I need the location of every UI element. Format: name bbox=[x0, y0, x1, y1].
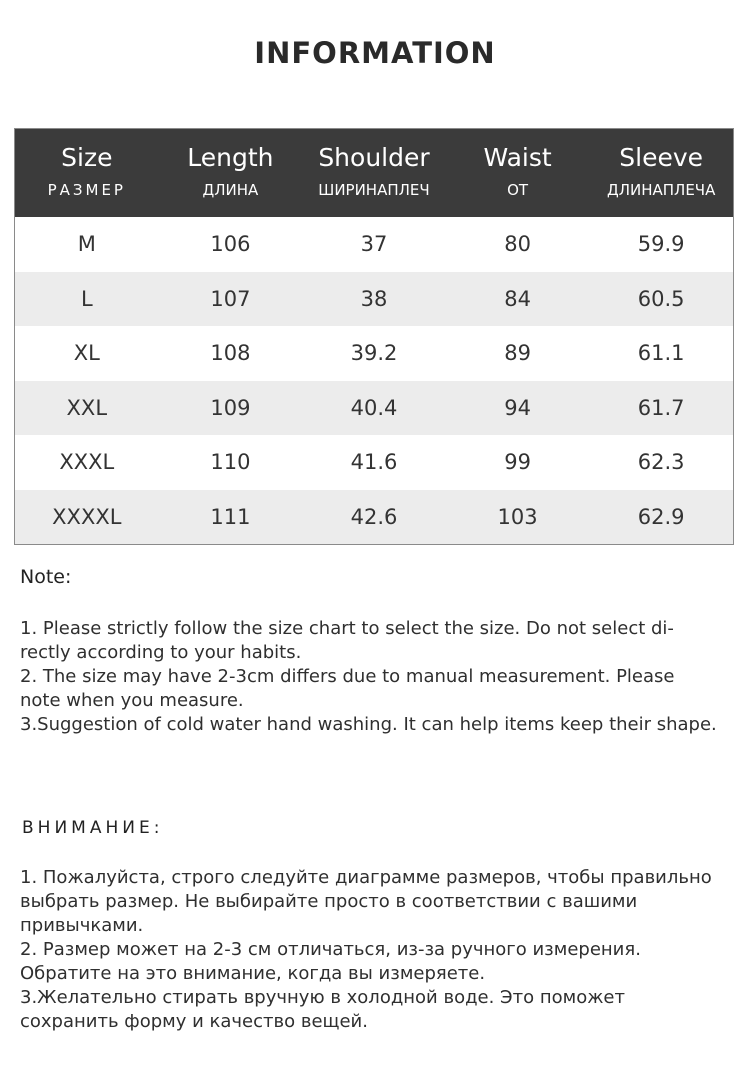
cell-size: XL bbox=[73, 341, 100, 366]
cell-size: XXXXL bbox=[52, 504, 122, 529]
cell-waist: 84 bbox=[504, 286, 531, 311]
cell-shoulder: 39.2 bbox=[350, 341, 398, 366]
cell-size: L bbox=[80, 286, 93, 311]
cell-sleeve: 61.1 bbox=[637, 341, 685, 366]
note-heading-russian: ВНИМАНИЕ: bbox=[22, 818, 164, 838]
cell-sleeve: 61.7 bbox=[637, 395, 685, 420]
header-size bbox=[15, 129, 159, 217]
table-row bbox=[15, 272, 733, 327]
cell-size: M bbox=[77, 232, 96, 257]
cell-length: 110 bbox=[210, 450, 251, 475]
header-label-ru: ШИРИНАПЛЕЧ bbox=[318, 181, 430, 199]
header-length bbox=[159, 129, 303, 217]
cell-shoulder: 38 bbox=[360, 286, 388, 311]
cell-length: 109 bbox=[210, 395, 251, 420]
cell-shoulder: 37 bbox=[360, 232, 388, 257]
note-russian bbox=[20, 866, 720, 1034]
table-row bbox=[15, 326, 733, 381]
size-table bbox=[14, 128, 734, 545]
cell-length: 107 bbox=[210, 286, 251, 311]
note-line: 3.Suggestion of cold water hand washing. It can help items keep their shape. bbox=[20, 714, 717, 735]
cell-length: 108 bbox=[210, 341, 251, 366]
cell-sleeve: 62.3 bbox=[637, 450, 685, 475]
header-sleeve bbox=[589, 129, 733, 217]
header-label-ru: РАЗМЕР bbox=[47, 181, 126, 199]
note-heading: Note: bbox=[20, 566, 72, 588]
header-label-ru: ДЛИНАПЛЕЧА bbox=[607, 181, 716, 199]
note-line: 1. Please strictly follow the size chart to select the size. Do not select di-rectly according to your habits. bbox=[20, 618, 674, 663]
page-title: INFORMATION bbox=[254, 36, 496, 70]
cell-shoulder: 42.6 bbox=[350, 504, 398, 529]
table-row bbox=[15, 435, 733, 490]
note-line: 1. Пожалуйста, строго следуйте диаграмме размеров, чтобы правильно выбрать размер. Не выбирайте просто в соответствии с вашими привычками. bbox=[20, 867, 712, 936]
cell-waist: 94 bbox=[504, 395, 531, 420]
table-header bbox=[15, 129, 733, 217]
note-english bbox=[20, 617, 720, 737]
note-line: 2. The size may have 2-3cm differs due to manual measurement. Please note when you measure. bbox=[20, 666, 675, 711]
cell-shoulder: 41.6 bbox=[350, 450, 398, 475]
header-label-en: Size bbox=[61, 143, 113, 172]
cell-sleeve: 60.5 bbox=[637, 286, 685, 311]
note-line: 3.Желательно стирать вручную в холодной воде. Это поможет сохранить форму и качество вещей. bbox=[20, 987, 625, 1032]
header-label-en: Length bbox=[187, 143, 274, 172]
cell-sleeve: 59.9 bbox=[637, 232, 685, 257]
cell-size: XXL bbox=[66, 395, 108, 420]
cell-length: 106 bbox=[210, 232, 251, 257]
cell-waist: 80 bbox=[504, 232, 531, 257]
header-label-en: Waist bbox=[483, 143, 552, 172]
header-label-en: Sleeve bbox=[619, 143, 704, 172]
cell-waist: 99 bbox=[504, 450, 531, 475]
header-label-ru: ОТ bbox=[507, 181, 529, 199]
cell-sleeve: 62.9 bbox=[637, 504, 685, 529]
header-waist bbox=[446, 129, 590, 217]
cell-shoulder: 40.4 bbox=[350, 395, 398, 420]
table-row bbox=[15, 217, 733, 272]
header-label-en: Shoulder bbox=[318, 143, 430, 172]
header-label-ru: ДЛИНА bbox=[202, 181, 259, 199]
table-row bbox=[15, 490, 733, 545]
cell-length: 111 bbox=[210, 504, 251, 529]
cell-waist: 89 bbox=[504, 341, 531, 366]
cell-waist: 103 bbox=[497, 504, 538, 529]
header-shoulder bbox=[302, 129, 446, 217]
table-row bbox=[15, 381, 733, 436]
note-line: 2. Размер может на 2-3 см отличаться, из-за ручного измерения. Обратите на это внимание, когда вы измеряете. bbox=[20, 939, 641, 984]
cell-size: XXXL bbox=[59, 450, 115, 475]
